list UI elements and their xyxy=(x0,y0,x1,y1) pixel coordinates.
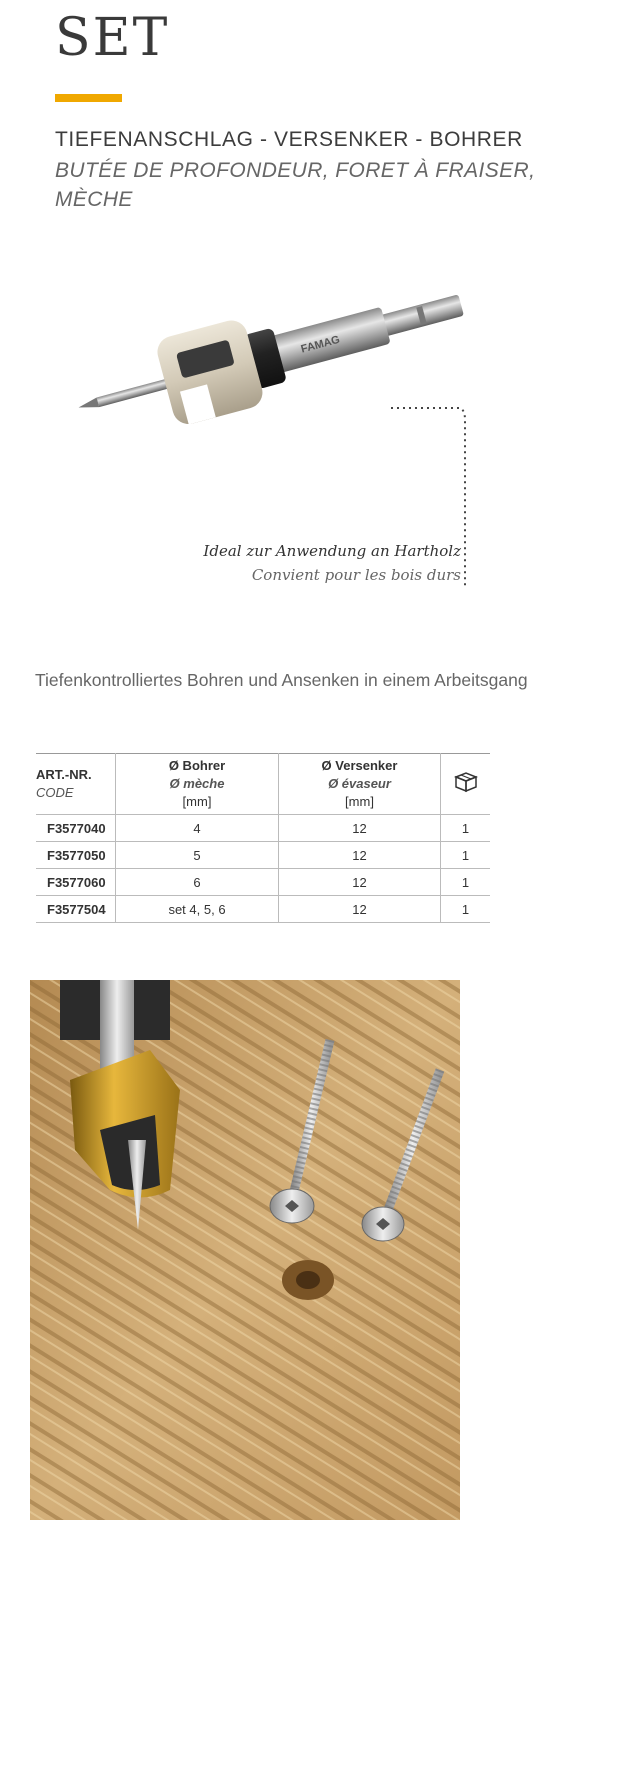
cell-code: F3577504 xyxy=(36,896,116,923)
cell-drill: 6 xyxy=(116,869,279,896)
callout-line xyxy=(391,408,465,588)
spec-table xyxy=(36,753,490,923)
cell-quantity: 1 xyxy=(441,815,491,842)
cell-code: F3577040 xyxy=(36,815,116,842)
table-header-row xyxy=(36,754,490,815)
cell-countersink: 12 xyxy=(279,869,441,896)
cell-code: F3577050 xyxy=(36,842,116,869)
application-photo xyxy=(30,980,460,1520)
cell-countersink: 12 xyxy=(279,815,441,842)
cell-countersink: 12 xyxy=(279,842,441,869)
accent-bar xyxy=(55,94,122,102)
cell-drill: set 4, 5, 6 xyxy=(116,896,279,923)
column-header-countersink: Ø Versenker Ø évaseur [mm] xyxy=(279,754,441,815)
package-icon xyxy=(452,771,480,793)
cell-countersink: 12 xyxy=(279,896,441,923)
cell-quantity: 1 xyxy=(441,842,491,869)
subtitle-german: TIEFENANSCHLAG - VERSENKER - BOHRER xyxy=(55,128,523,151)
cell-quantity: 1 xyxy=(441,896,491,923)
table-row xyxy=(36,842,490,869)
column-header-quantity xyxy=(441,754,491,815)
product-description: Tiefenkontrolliertes Bohren und Ansenken in einem Arbeitsgang xyxy=(35,670,528,690)
cell-drill: 4 xyxy=(116,815,279,842)
table-row xyxy=(36,869,490,896)
column-header-drill: Ø Bohrer Ø mèche [mm] xyxy=(116,754,279,815)
column-header-code: ART.-NR. CODE xyxy=(36,754,116,815)
page-title: SET xyxy=(55,8,170,68)
table-row xyxy=(36,815,490,842)
cell-quantity: 1 xyxy=(441,869,491,896)
cell-drill: 5 xyxy=(116,842,279,869)
drill-bit xyxy=(97,377,177,407)
hardwood-note-german: Ideal zur Anwendung an Hartholz xyxy=(203,542,461,560)
subtitle-french: BUTÉE DE PROFONDEUR, FORET À FRAISER, MÈCHE xyxy=(55,159,536,211)
hardwood-note-french: Convient pour les bois durs xyxy=(251,566,461,584)
cell-code: F3577060 xyxy=(36,869,116,896)
table-row xyxy=(36,896,490,923)
brand-label: FAMAG xyxy=(299,333,342,356)
